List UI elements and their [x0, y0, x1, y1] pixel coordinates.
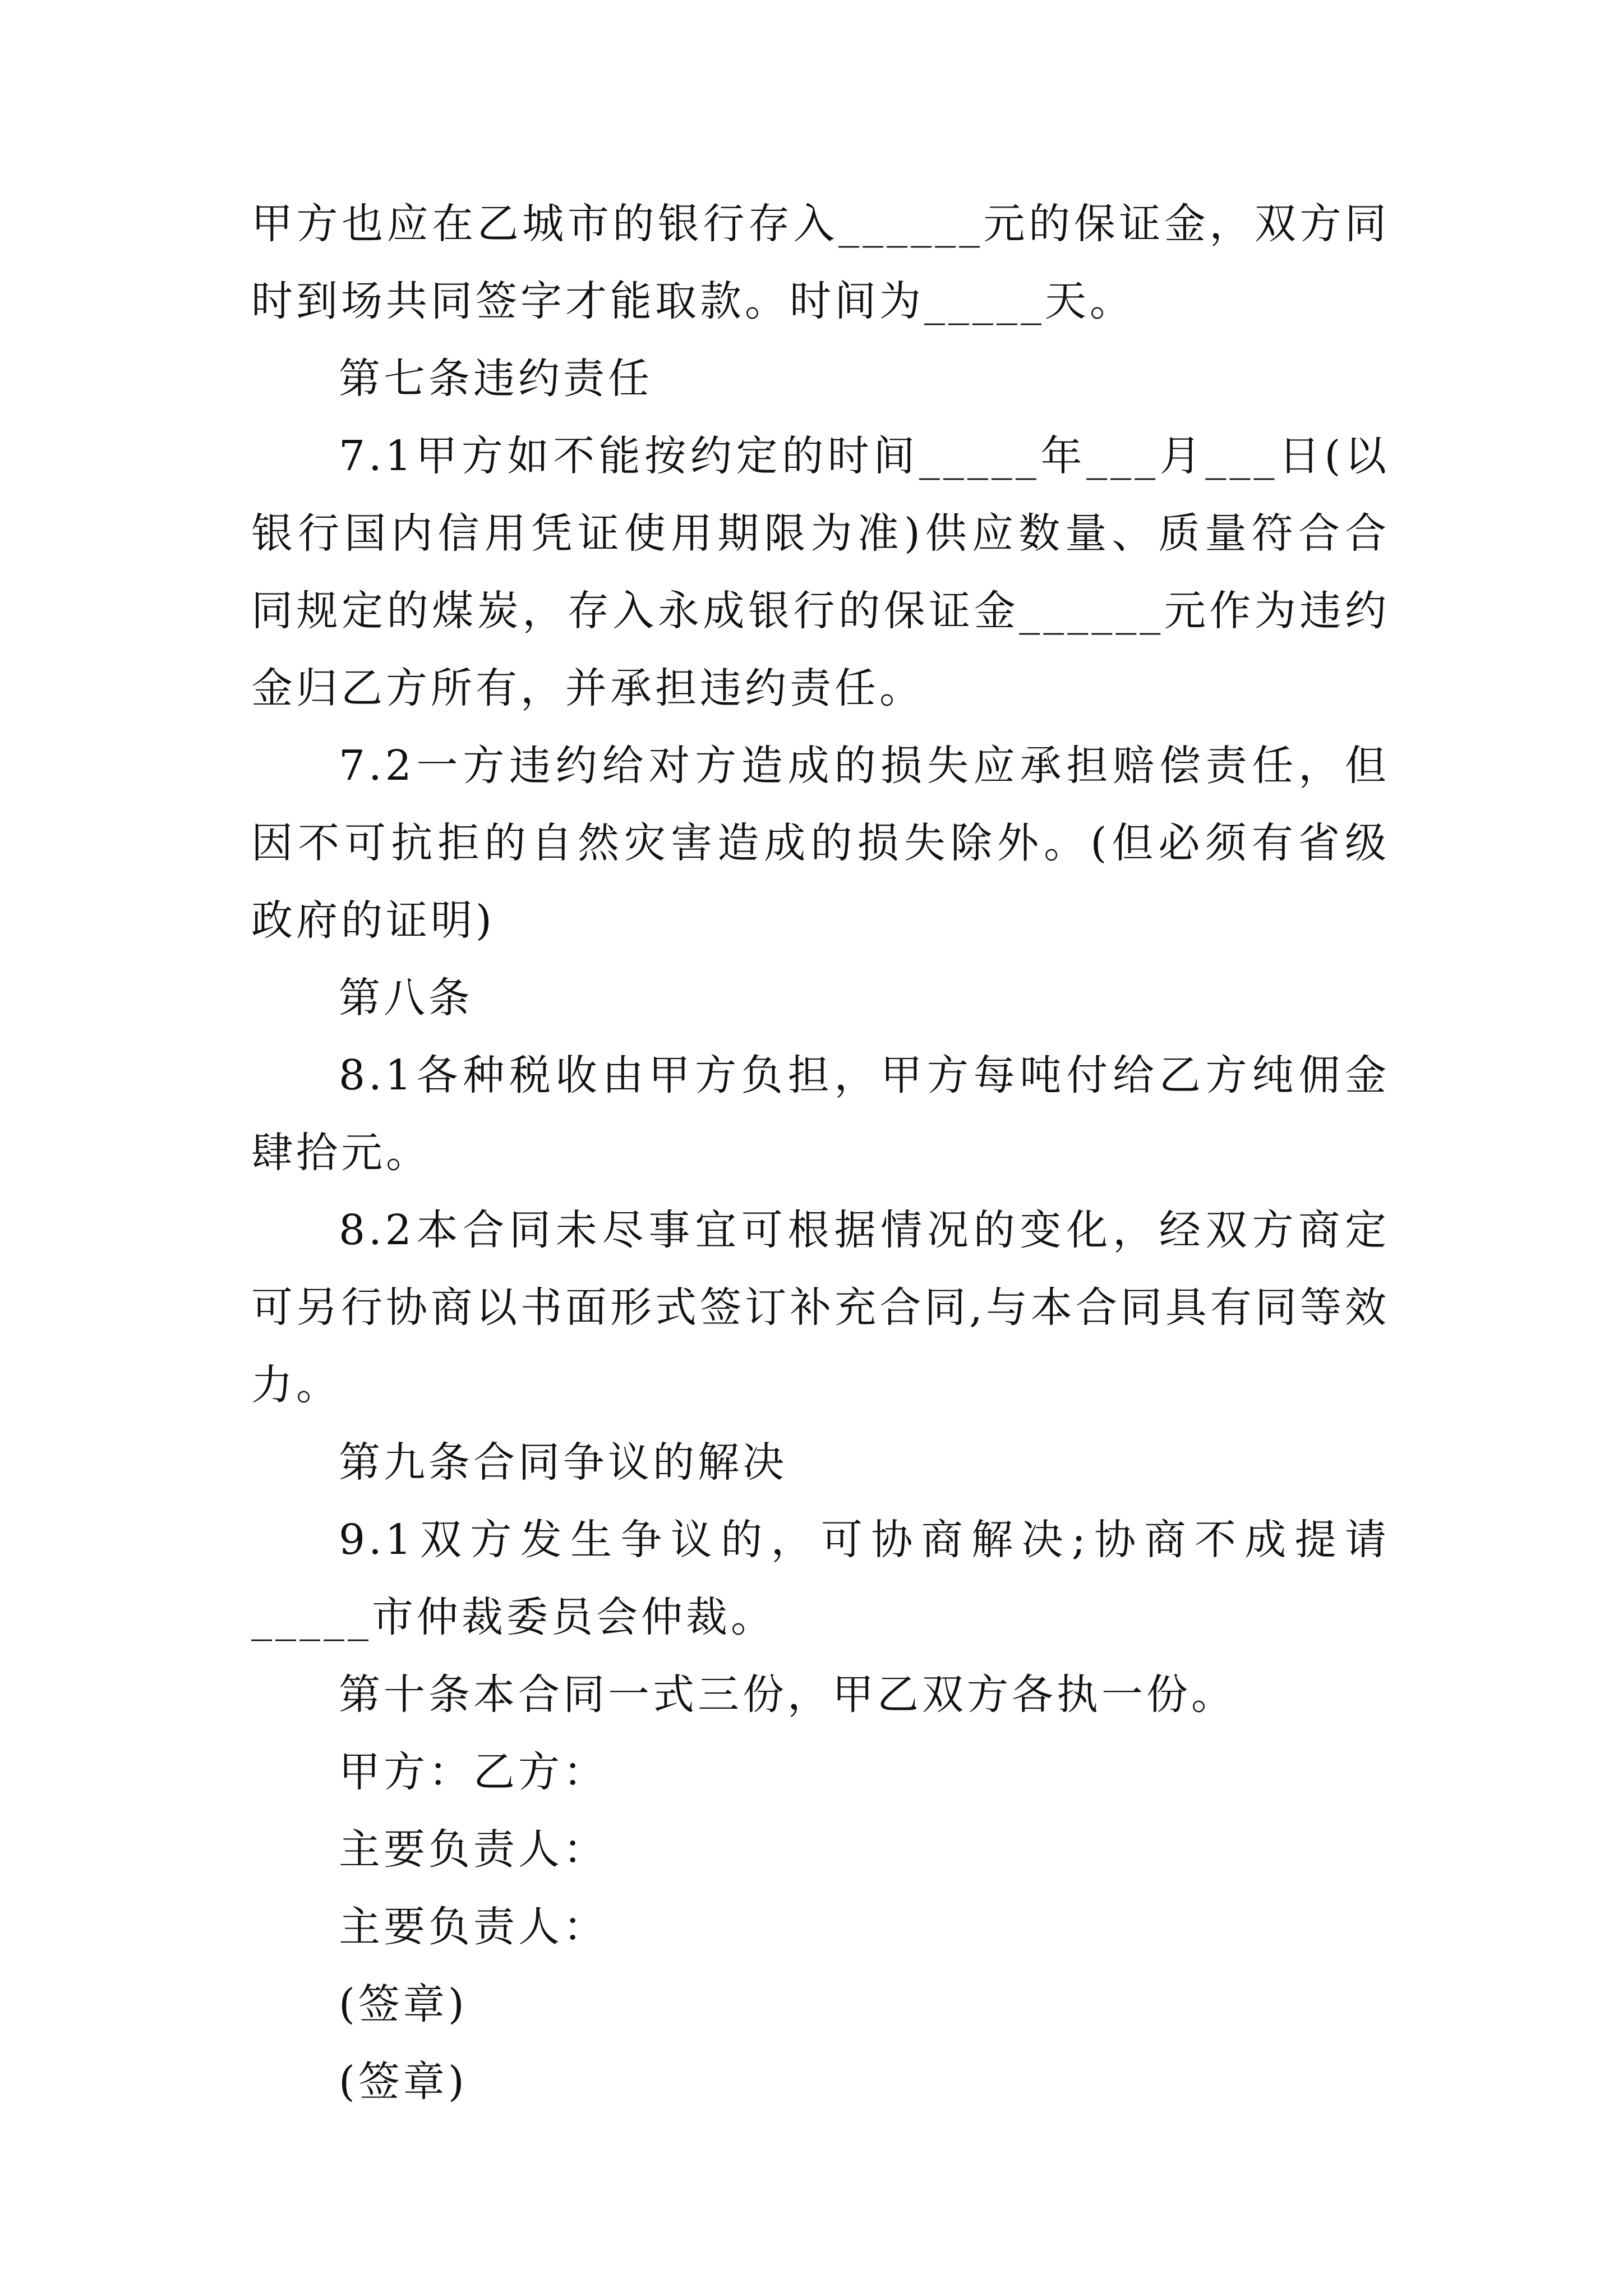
clause-8-1: 8.1各种税收由甲方负担，甲方每吨付给乙方纯佣金肆拾元。 — [251, 1051, 1390, 1177]
party-b-representative: 主要负责人： — [339, 1903, 608, 1951]
party-b-seal: (签章) — [339, 2058, 468, 2106]
party-labels: 甲方：乙方： — [339, 1748, 608, 1796]
paragraph-deposit: 甲方也应在乙城市的银行存入______元的保证金，双方同时到场共同签字才能取款。时间为_____天。 — [251, 200, 1390, 325]
clause-9-1: 9.1双方发生争议的，可协商解决;协商不成提请_____市仲裁委员会仲裁。 — [251, 1516, 1390, 1641]
clause-7-1: 7.1甲方如不能按约定的时间_____年___月___日(以银行国内信用凭证使用期限为准)供应数量、质量符合合同规定的煤炭，存入永成银行的保证金______元作为违约金归乙方所有，并承担违约责任。 — [251, 432, 1390, 712]
party-a-representative: 主要负责人： — [339, 1825, 608, 1874]
heading-article-8: 第八条 — [339, 974, 473, 1022]
article-10: 第十条本合同一式三份，甲乙双方各执一份。 — [339, 1671, 1236, 1719]
heading-article-9: 第九条合同争议的解决 — [339, 1438, 787, 1487]
document-body — [251, 185, 1390, 2120]
party-a-seal: (签章) — [339, 1980, 468, 2028]
heading-article-7: 第七条违约责任 — [339, 355, 653, 403]
clause-8-2: 8.2本合同未尽事宜可根据情况的变化，经双方商定可另行协商以书面形式签订补充合同,与本合同具有同等效力。 — [251, 1206, 1390, 1409]
clause-7-2: 7.2一方违约给对方造成的损失应承担赔偿责任，但因不可抗拒的自然灾害造成的损失除外。(但必须有省级政府的证明) — [251, 742, 1390, 945]
